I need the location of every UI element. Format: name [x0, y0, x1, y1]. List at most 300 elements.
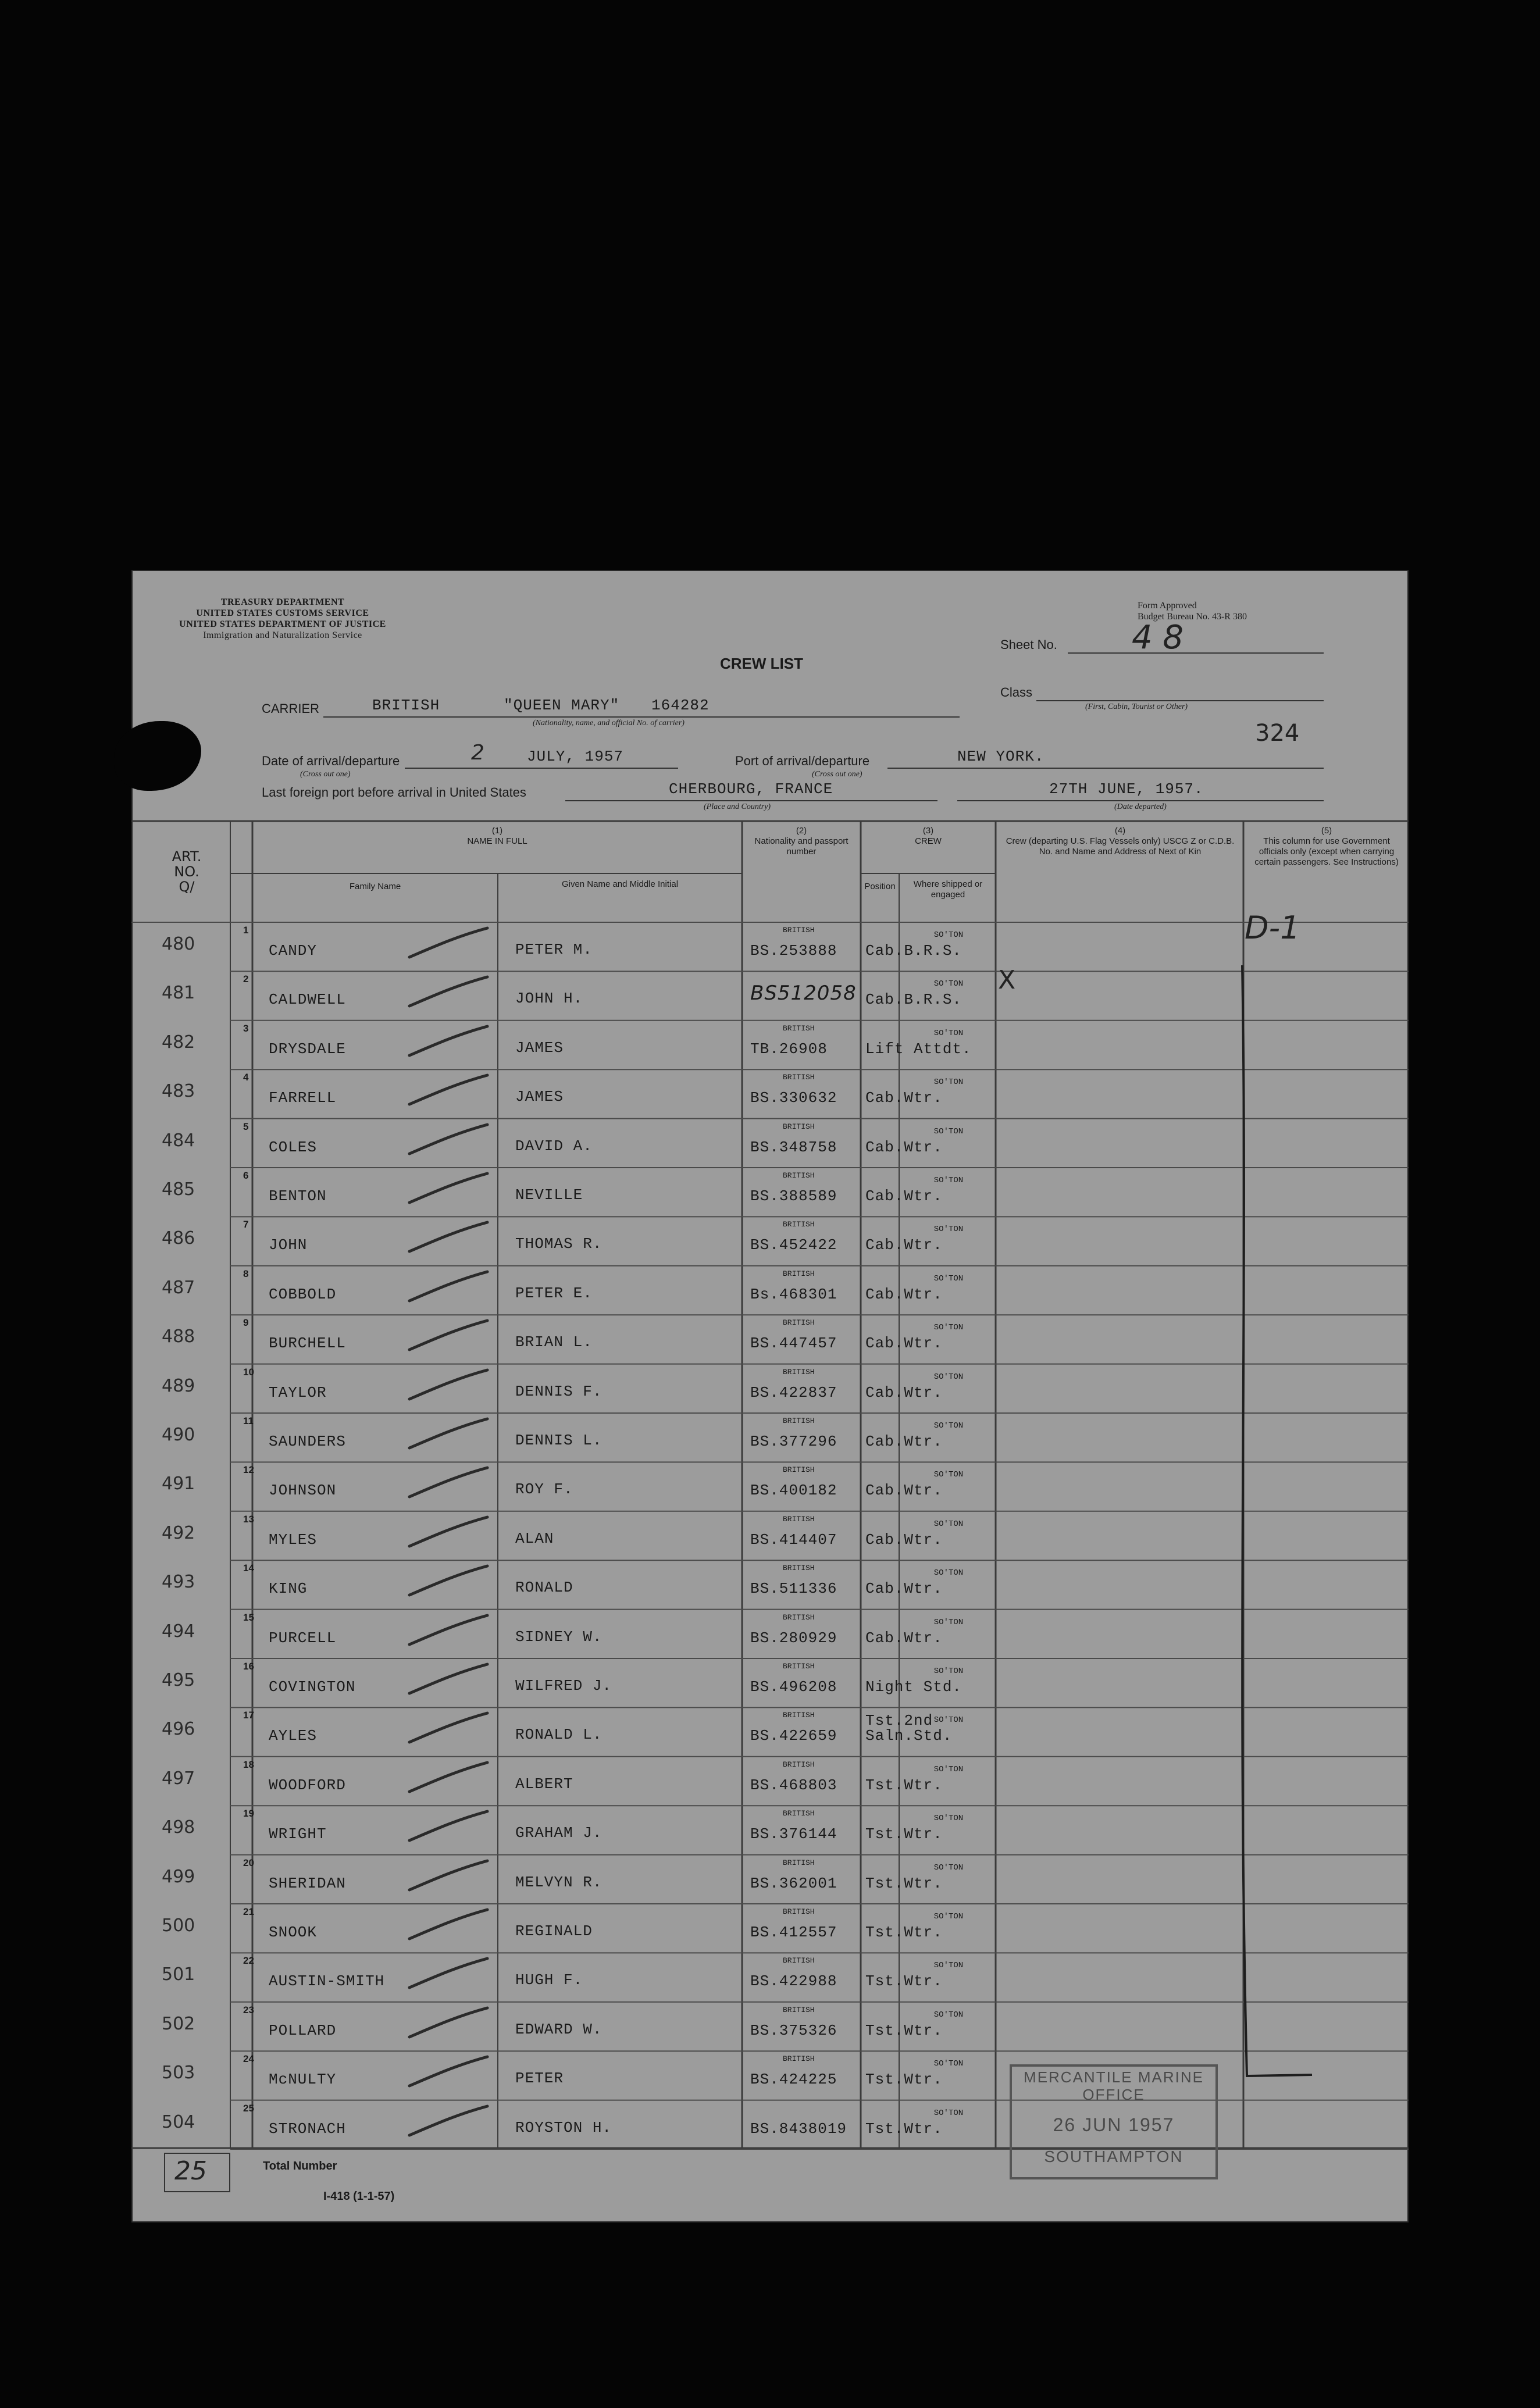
- passport-number: BS.253888: [750, 942, 837, 959]
- position: Cab.B.R.S.: [865, 991, 962, 1009]
- line-number: 18: [243, 1758, 254, 1770]
- agency-line: UNITED STATES CUSTOMS SERVICE: [196, 608, 369, 618]
- passport-number: BS.400182: [750, 1482, 837, 1500]
- where-shipped: SO'TON: [933, 2010, 964, 2020]
- where-shipped: SO'TON: [933, 1617, 964, 1627]
- col3-header: [861, 826, 996, 847]
- family-name: BENTON: [269, 1187, 327, 1205]
- passport-number: BS.377296: [750, 1433, 837, 1450]
- form-approved-label: Form Approved: [1138, 601, 1197, 611]
- table-row: [131, 1315, 1409, 1364]
- nationality: BRITISH: [783, 1269, 815, 1278]
- col2-number: (2): [796, 826, 807, 836]
- line-number: 8: [243, 1268, 249, 1279]
- where-shipped: SO'TON: [933, 1372, 964, 1382]
- total-box: [164, 2153, 230, 2192]
- art-number: 504: [162, 2111, 195, 2132]
- agency-line: Immigration and Naturalization Service: [203, 630, 362, 640]
- passport-number: BS.280929: [750, 1629, 837, 1647]
- line-number: 22: [243, 1955, 254, 1967]
- where-shipped: SO'TON: [933, 1273, 964, 1283]
- line-number: 24: [243, 2053, 254, 2065]
- date-day: 2: [471, 741, 484, 765]
- family-name: COVINGTON: [269, 1678, 356, 1696]
- line-number: 3: [243, 1022, 249, 1034]
- col2-label: Nationality and passport number: [754, 836, 849, 857]
- date-value: JULY, 1957: [527, 748, 624, 765]
- check-stroke: [405, 1169, 492, 1210]
- table-row: [131, 1364, 1409, 1413]
- given-name: BRIAN L.: [515, 1333, 593, 1351]
- table-row: [131, 1462, 1409, 1511]
- given-name: JAMES: [515, 1088, 564, 1106]
- check-stroke: [405, 1708, 492, 1749]
- art-q-label: Q/: [179, 879, 195, 895]
- passport-number: BS.422988: [750, 1972, 837, 1990]
- art-number: 495: [162, 1670, 195, 1690]
- nationality: BRITISH: [783, 1662, 815, 1671]
- page-number: 324: [1255, 720, 1300, 747]
- table-row: [131, 1511, 1409, 1560]
- line-number: 2: [243, 973, 249, 985]
- where-shipped: SO'TON: [933, 1863, 964, 1872]
- passport-number: BS.388589: [750, 1187, 837, 1205]
- table-row: [131, 1266, 1409, 1315]
- art-number: 503: [162, 2063, 195, 2084]
- check-stroke: [405, 1954, 492, 1995]
- col1-number: (1): [491, 826, 503, 836]
- line-number: 10: [243, 1366, 254, 1378]
- table-row: [131, 2002, 1409, 2051]
- position: Cab.Wtr.: [865, 1285, 943, 1303]
- line-number: 20: [243, 1857, 254, 1868]
- where-shipped: SO'TON: [933, 1225, 964, 1235]
- where-shipped: SO'TON: [933, 1715, 964, 1725]
- col5-number: (5): [1321, 826, 1332, 836]
- carrier-hint: (Nationality, name, and official No. of carrier): [533, 719, 685, 727]
- given-name: DAVID A.: [515, 1137, 593, 1155]
- family-name: MYLES: [269, 1531, 318, 1549]
- table-row: [131, 922, 1409, 971]
- nationality: BRITISH: [783, 1809, 815, 1818]
- line-number: 6: [243, 1170, 249, 1181]
- passport-number: BS.496208: [750, 1678, 837, 1696]
- check-stroke: [405, 1758, 492, 1799]
- position: Tst.Wtr.: [865, 2071, 943, 2089]
- check-stroke: [405, 1660, 492, 1700]
- family-name: SNOOK: [269, 1924, 318, 1941]
- line-number: 17: [243, 1710, 254, 1721]
- given-name: DENNIS F.: [515, 1382, 603, 1400]
- where-shipped: SO'TON: [933, 1126, 964, 1136]
- line-number: 11: [243, 1415, 254, 1426]
- nationality: BRITISH: [783, 1465, 815, 1475]
- sheet-label: Sheet No.: [1000, 637, 1057, 652]
- table-row: [131, 1168, 1409, 1217]
- art-number: 488: [162, 1326, 195, 1347]
- art-number: 480: [162, 934, 195, 954]
- where-shipped: SO'TON: [933, 1519, 964, 1529]
- table-row: [131, 1658, 1409, 1707]
- last-port-label: Last foreign port before arrival in United States: [262, 785, 526, 800]
- table-row: [131, 1953, 1409, 2002]
- passport-number: BS.375326: [750, 2021, 837, 2039]
- art-number: 496: [162, 1719, 195, 1740]
- check-stroke: [405, 1218, 492, 1258]
- form-number: I-418 (1-1-57): [323, 2190, 395, 2203]
- where-shipped: SO'TON: [933, 1176, 964, 1185]
- line-number: 21: [243, 1906, 254, 1917]
- d-one-mark: D-1: [1245, 909, 1300, 946]
- check-stroke: [405, 1071, 492, 1111]
- position: Cab.Wtr.: [865, 1531, 943, 1549]
- given-name: ROYSTON H.: [515, 2118, 612, 2136]
- family-name-header: Family Name: [349, 882, 401, 891]
- art-no-label: ART. NO.: [172, 848, 202, 880]
- table-row: [131, 1560, 1409, 1609]
- col1-label: NAME IN FULL: [467, 836, 527, 846]
- budget-bureau-label: Budget Bureau No. 43-R 380: [1138, 612, 1247, 622]
- table-row: [131, 971, 1409, 1020]
- family-name: STRONACH: [269, 2120, 346, 2138]
- position-header: Position: [864, 882, 896, 891]
- given-name: MELVYN R.: [515, 1873, 603, 1891]
- nationality: BRITISH: [783, 1907, 815, 1916]
- position: Cab.Wtr.: [865, 1433, 943, 1450]
- given-name: WILFRED J.: [515, 1677, 612, 1694]
- table-row: [131, 1610, 1409, 1658]
- check-stroke: [405, 1561, 492, 1602]
- carrier-label: CARRIER: [262, 701, 320, 716]
- art-number: 487: [162, 1277, 195, 1298]
- check-stroke: [405, 1463, 492, 1504]
- stamp-line1: MERCANTILE MARINE: [1024, 2068, 1204, 2086]
- given-name: PETER M.: [515, 941, 593, 958]
- given-name: ALAN: [515, 1529, 554, 1547]
- given-name: GRAHAM J.: [515, 1824, 603, 1842]
- check-stroke: [405, 1365, 492, 1406]
- family-name: CALDWELL: [269, 991, 346, 1009]
- check-stroke: [405, 972, 492, 1013]
- check-stroke: [405, 1905, 492, 1946]
- position: Cab.Wtr.: [865, 1629, 943, 1647]
- table-row: [131, 1069, 1409, 1118]
- position: Cab.B.R.S.: [865, 942, 962, 959]
- page-title: CREW LIST: [720, 655, 803, 672]
- where-header: Where shipped or engaged: [913, 879, 983, 900]
- check-stroke: [405, 923, 492, 964]
- passport-number: BS.447457: [750, 1335, 837, 1353]
- family-name: FARRELL: [269, 1089, 337, 1107]
- given-name: PETER: [515, 2070, 564, 2088]
- family-name: KING: [269, 1580, 308, 1598]
- art-number: 481: [162, 983, 195, 1004]
- nationality: BRITISH: [783, 1367, 815, 1376]
- family-name: SAUNDERS: [269, 1433, 346, 1450]
- family-name: WOODFORD: [269, 1776, 346, 1794]
- nationality: BRITISH: [783, 2054, 815, 2064]
- nationality: BRITISH: [783, 1858, 815, 1867]
- where-shipped: SO'TON: [933, 1568, 964, 1578]
- family-name: PURCELL: [269, 1629, 337, 1647]
- position: Tst.Wtr.: [865, 2120, 943, 2138]
- table-row: [131, 1119, 1409, 1168]
- date-hint: (Cross out one): [300, 770, 351, 779]
- position: Cab.Wtr.: [865, 1236, 943, 1254]
- given-name: ROY F.: [515, 1481, 573, 1499]
- given-name: DENNIS L.: [515, 1432, 603, 1449]
- port-hint: (Cross out one): [812, 770, 862, 779]
- passport-number: BS.468803: [750, 1776, 837, 1794]
- date-label: Date of arrival/departure: [262, 754, 400, 768]
- col1-header: [252, 826, 742, 847]
- line-number: 12: [243, 1464, 254, 1476]
- position: Tst.Wtr.: [865, 2021, 943, 2039]
- passport-number: BS.414407: [750, 1531, 837, 1549]
- check-stroke: [405, 1611, 492, 1651]
- family-name: WRIGHT: [269, 1825, 327, 1843]
- table-row: [131, 1217, 1409, 1265]
- line-number: 14: [243, 1562, 254, 1574]
- table-row: [131, 1021, 1409, 1069]
- col4-label: Crew (departing U.S. Flag Vessels only) USCG Z or C.D.B. No. and Name and Address of Next of Kin: [1006, 836, 1235, 857]
- where-shipped: SO'TON: [933, 1078, 964, 1087]
- family-name: COLES: [269, 1138, 318, 1156]
- art-no-header: [166, 849, 207, 894]
- art-number: 497: [162, 1768, 195, 1789]
- art-number: 498: [162, 1817, 195, 1838]
- departed-hint: (Date departed): [1114, 802, 1167, 811]
- passport-number: BS.412557: [750, 1924, 837, 1941]
- table-row: [131, 1707, 1409, 1756]
- art-number: 486: [162, 1228, 195, 1249]
- family-name: JOHNSON: [269, 1482, 337, 1500]
- line-number: 7: [243, 1219, 249, 1230]
- port-label: Port of arrival/departure: [735, 754, 870, 768]
- check-stroke: [405, 1022, 492, 1062]
- art-number: 489: [162, 1375, 195, 1396]
- check-stroke: [405, 1120, 492, 1161]
- col4-number: (4): [1114, 826, 1126, 836]
- position: Cab.Wtr.: [865, 1187, 943, 1205]
- crew-list-sheet: [131, 570, 1409, 2223]
- position: Tst.Wtr.: [865, 1874, 943, 1892]
- where-shipped: SO'TON: [933, 1028, 964, 1038]
- family-name: AYLES: [269, 1727, 318, 1745]
- passport-number: BS.452422: [750, 1236, 837, 1254]
- position: Night Std.: [865, 1678, 962, 1696]
- last-port-value: CHERBOURG, FRANCE: [669, 780, 833, 798]
- family-name: BURCHELL: [269, 1335, 346, 1353]
- nationality: BRITISH: [783, 1564, 815, 1573]
- passport-number: BS.424225: [750, 2071, 837, 2089]
- line-number: 4: [243, 1072, 249, 1083]
- family-name: POLLARD: [269, 2021, 337, 2039]
- art-number: 482: [162, 1032, 195, 1053]
- passport-number: Bs.468301: [750, 1285, 837, 1303]
- line-number: 1: [243, 925, 249, 936]
- given-name: REGINALD: [515, 1922, 593, 1940]
- nationality: BRITISH: [783, 1318, 815, 1328]
- x-mark: X: [998, 965, 1016, 995]
- nationality: BRITISH: [783, 1514, 815, 1524]
- where-shipped: SO'TON: [933, 1961, 964, 1971]
- stamp-place: SOUTHAMPTON: [1044, 2147, 1183, 2166]
- passport-number: BS.330632: [750, 1089, 837, 1107]
- departed-value: 27TH JUNE, 1957.: [1049, 780, 1204, 798]
- given-name: JOHN H.: [515, 990, 583, 1008]
- family-name: JOHN: [269, 1236, 308, 1254]
- passport-number: BS.422659: [750, 1727, 837, 1745]
- where-shipped: SO'TON: [933, 1764, 964, 1774]
- family-name: TAYLOR: [269, 1383, 327, 1401]
- position: Cab.Wtr.: [865, 1383, 943, 1401]
- stamp-date: 26 JUN 1957: [1053, 2114, 1175, 2135]
- given-name: ALBERT: [515, 1775, 573, 1793]
- where-shipped: SO'TON: [933, 1470, 964, 1480]
- total-number: 25: [174, 2156, 207, 2186]
- given-name: NEVILLE: [515, 1186, 583, 1204]
- line-number: 9: [243, 1317, 249, 1329]
- given-name: RONALD: [515, 1579, 573, 1597]
- art-number: 499: [162, 1866, 195, 1887]
- nationality: BRITISH: [783, 1760, 815, 1769]
- art-number: 484: [162, 1130, 195, 1151]
- check-stroke: [405, 2102, 492, 2142]
- position: Tst.Wtr.: [865, 1825, 943, 1843]
- col3-label: CREW: [915, 836, 942, 846]
- position: Tst.Wtr.: [865, 1924, 943, 1941]
- passport-number: BS.422837: [750, 1383, 837, 1401]
- given-name: PETER E.: [515, 1284, 593, 1302]
- check-stroke: [405, 2003, 492, 2044]
- mercantile-marine-stamp: [1010, 2064, 1218, 2179]
- given-name-header: Given Name and Middle Initial: [561, 879, 679, 889]
- art-number: 501: [162, 1964, 195, 1985]
- last-port-hint: (Place and Country): [704, 802, 771, 811]
- art-number: 483: [162, 1081, 195, 1102]
- check-stroke: [405, 1512, 492, 1553]
- position: Tst.Wtr.: [865, 1776, 943, 1794]
- nationality: BRITISH: [783, 1023, 815, 1033]
- given-name: EDWARD W.: [515, 2020, 603, 2038]
- nationality: BRITISH: [783, 1073, 815, 1082]
- given-name: RONALD L.: [515, 1726, 603, 1744]
- passport-number: BS.511336: [750, 1580, 837, 1598]
- table-row: [131, 1757, 1409, 1806]
- col2-header: [748, 826, 855, 857]
- where-shipped: SO'TON: [933, 2059, 964, 2069]
- given-name: HUGH F.: [515, 1971, 583, 1989]
- line-number: 25: [243, 2102, 254, 2114]
- where-shipped: SO'TON: [933, 1912, 964, 1921]
- position: Tst.Wtr.: [865, 1972, 943, 1990]
- position: Cab.Wtr.: [865, 1335, 943, 1353]
- carrier-number: 164282: [651, 697, 710, 714]
- bracket-mark: [1225, 954, 1318, 2093]
- passport-number: BS.348758: [750, 1138, 837, 1156]
- art-number: 485: [162, 1179, 195, 1200]
- art-number: 492: [162, 1522, 195, 1543]
- class-label: Class: [1000, 685, 1033, 700]
- passport-number: BS512058: [750, 982, 857, 1005]
- nationality: BRITISH: [783, 1417, 815, 1425]
- position: Cab.Wtr.: [865, 1482, 943, 1500]
- line-number: 16: [243, 1661, 254, 1672]
- family-name: AUSTIN-SMITH: [269, 1972, 385, 1990]
- nationality: BRITISH: [783, 2005, 815, 2014]
- check-stroke: [405, 1807, 492, 1847]
- agency-line: UNITED STATES DEPARTMENT OF JUSTICE: [179, 619, 386, 629]
- given-name: SIDNEY W.: [515, 1628, 603, 1646]
- family-name: McNULTY: [269, 2071, 337, 2089]
- passport-number: BS.8438019: [750, 2120, 847, 2138]
- nationality: BRITISH: [783, 1613, 815, 1622]
- nationality: BRITISH: [783, 1956, 815, 1965]
- table-row: [131, 1806, 1409, 1854]
- where-shipped: SO'TON: [933, 1421, 964, 1430]
- art-number: 500: [162, 1915, 195, 1936]
- where-shipped: SO'TON: [933, 1323, 964, 1333]
- sheet-number: 4 8: [1132, 619, 1184, 657]
- check-stroke: [405, 1267, 492, 1308]
- passport-number: TB.26908: [750, 1040, 828, 1058]
- position: Lift Attdt.: [865, 1040, 972, 1058]
- where-shipped: SO'TON: [933, 930, 964, 940]
- check-stroke: [405, 1856, 492, 1897]
- passport-number: BS.362001: [750, 1874, 837, 1892]
- art-number: 494: [162, 1621, 195, 1642]
- line-number: 15: [243, 1611, 254, 1623]
- where-shipped: SO'TON: [933, 1667, 964, 1676]
- carrier-nationality: BRITISH: [372, 697, 440, 714]
- class-hint: (First, Cabin, Tourist or Other): [1085, 702, 1188, 711]
- given-name: THOMAS R.: [515, 1235, 603, 1253]
- carrier-name: "QUEEN MARY": [504, 697, 620, 714]
- family-name: CANDY: [269, 942, 318, 959]
- art-number: 502: [162, 2013, 195, 2034]
- family-name: COBBOLD: [269, 1285, 337, 1303]
- port-value: NEW YORK.: [957, 748, 1045, 765]
- table-row: [131, 1904, 1409, 1953]
- check-stroke: [405, 2052, 492, 2093]
- col5-label: This column for use Government officials only (except when carrying certain passengers. See Instructions): [1254, 836, 1399, 867]
- art-number: 490: [162, 1425, 195, 1445]
- col3-number: (3): [922, 826, 934, 836]
- total-label: Total Number: [263, 2160, 337, 2172]
- family-name: DRYSDALE: [269, 1040, 346, 1058]
- family-name: SHERIDAN: [269, 1874, 346, 1892]
- line-number: 23: [243, 2004, 254, 2015]
- art-number: 491: [162, 1474, 195, 1494]
- position: Cab.Wtr.: [865, 1089, 943, 1107]
- nationality: BRITISH: [783, 1171, 815, 1180]
- nationality: BRITISH: [783, 1220, 815, 1229]
- check-stroke: [405, 1414, 492, 1455]
- line-number: 13: [243, 1513, 254, 1525]
- table-row: [131, 1855, 1409, 1904]
- check-stroke: [405, 1316, 492, 1357]
- art-number: 493: [162, 1572, 195, 1593]
- line-number: 19: [243, 1808, 254, 1820]
- nationality: BRITISH: [783, 1122, 815, 1131]
- passport-number: BS.376144: [750, 1825, 837, 1843]
- nationality: BRITISH: [783, 1711, 815, 1720]
- stamp-line2: OFFICE: [1082, 2086, 1145, 2103]
- where-shipped: SO'TON: [933, 1814, 964, 1824]
- position: Tst.2nd Saln.Std.: [865, 1712, 953, 1745]
- col4-header: [1004, 826, 1236, 857]
